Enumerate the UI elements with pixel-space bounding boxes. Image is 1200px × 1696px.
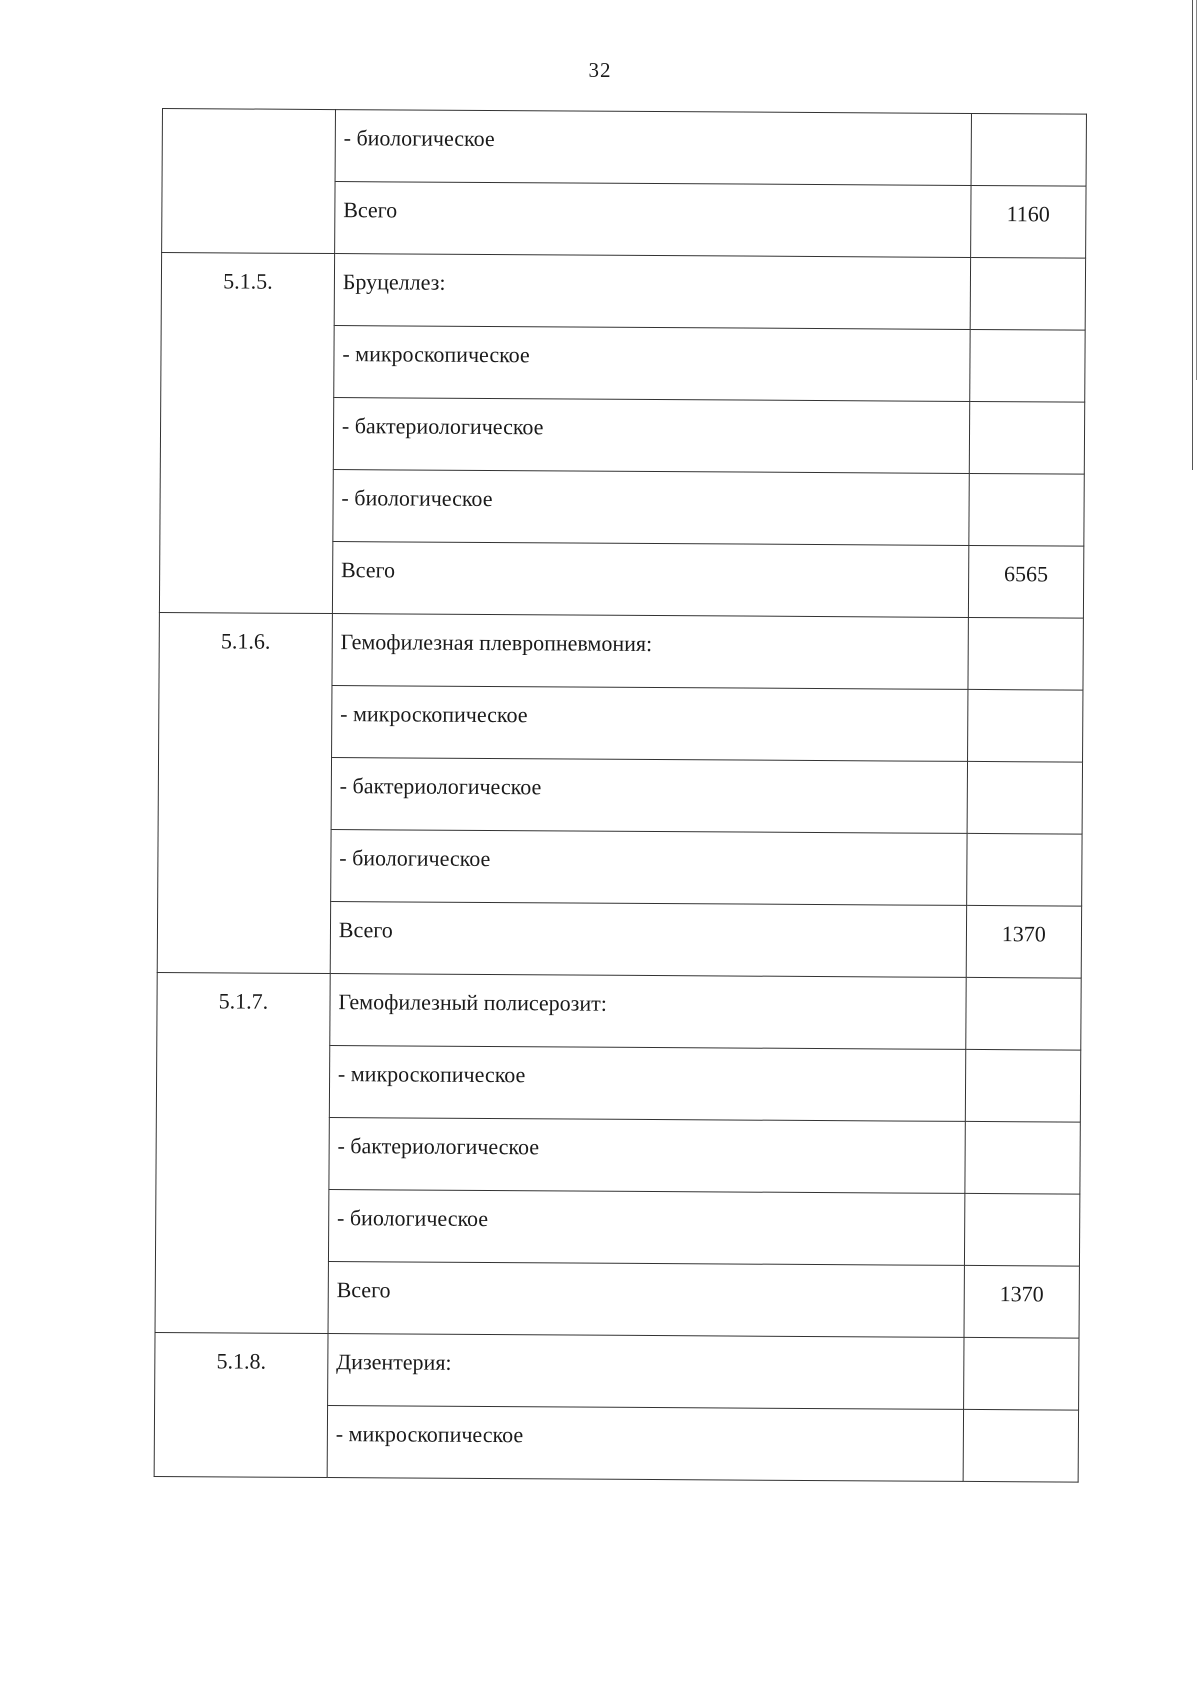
value-cell xyxy=(969,329,1085,402)
item-value xyxy=(966,1050,1080,1066)
name-cell xyxy=(333,470,969,546)
value-cell xyxy=(968,617,1084,690)
section-number xyxy=(163,109,335,125)
name-cell xyxy=(329,1046,965,1122)
name-cell xyxy=(334,326,970,402)
section-number-cell xyxy=(162,109,336,254)
table-container xyxy=(154,108,1087,1483)
total-value: 1160 xyxy=(1006,201,1050,227)
item-name: - микроскопическое xyxy=(337,1061,526,1088)
item-name: - микроскопическое xyxy=(340,701,528,728)
value-cell xyxy=(965,1049,1081,1122)
name-cell xyxy=(331,758,967,834)
item-name: - микроскопическое xyxy=(342,341,530,368)
page-number: 32 xyxy=(588,58,612,82)
item-name: - бактериологическое xyxy=(337,1133,540,1160)
value-cell xyxy=(969,401,1085,474)
item-value xyxy=(965,1122,1079,1138)
value-cell xyxy=(968,545,1084,618)
scan-edge-marks xyxy=(1186,0,1200,480)
value-cell xyxy=(966,833,1082,906)
item-name: - биологическое xyxy=(343,125,495,152)
item-name: - биологическое xyxy=(337,1205,489,1232)
section-title: Дизентерия: xyxy=(336,1349,452,1375)
item-name: Всего xyxy=(336,1277,391,1303)
table-row xyxy=(159,612,1083,690)
name-cell xyxy=(330,902,966,978)
section-title: Гемофилезная плевропневмония: xyxy=(340,629,653,657)
name-cell xyxy=(328,1262,964,1338)
section-number-cell xyxy=(154,1332,328,1477)
item-name: - бактериологическое xyxy=(341,413,544,440)
name-cell xyxy=(329,1118,965,1194)
value-cell xyxy=(970,185,1086,258)
section-number: 5.1.6. xyxy=(220,628,271,654)
name-cell xyxy=(334,182,970,258)
item-name: Всего xyxy=(338,917,393,943)
name-cell xyxy=(328,1190,964,1266)
table-row xyxy=(155,1332,1079,1410)
section-number: 5.1.8. xyxy=(216,1348,267,1374)
research-table xyxy=(154,108,1087,1483)
section-number-cell xyxy=(155,972,330,1333)
name-cell xyxy=(331,686,967,762)
scan-edge-line xyxy=(1192,0,1194,470)
value-cell xyxy=(965,1121,1081,1194)
total-value: 1370 xyxy=(999,1281,1044,1307)
table-row xyxy=(157,972,1081,1050)
item-name: - биологическое xyxy=(341,485,493,512)
value-cell xyxy=(967,689,1083,762)
section-title: Бруцеллез: xyxy=(342,269,446,295)
item-value xyxy=(969,474,1083,490)
name-cell xyxy=(327,1334,963,1410)
scan-edge-line xyxy=(1196,0,1198,380)
item-value xyxy=(970,330,1084,346)
section-number-cell xyxy=(159,253,334,614)
value-cell xyxy=(967,761,1083,834)
total-value: 6565 xyxy=(1003,561,1049,587)
item-value xyxy=(965,1194,1079,1210)
item-name: - бактериологическое xyxy=(339,773,542,800)
value-cell xyxy=(970,257,1086,330)
section-number: 5.1.5. xyxy=(223,268,273,294)
item-value xyxy=(971,258,1085,274)
name-cell xyxy=(327,1406,963,1482)
value-cell xyxy=(965,977,1081,1050)
name-cell xyxy=(334,254,970,330)
name-cell xyxy=(330,974,966,1050)
item-value xyxy=(964,1410,1078,1426)
name-cell xyxy=(332,542,968,618)
item-value xyxy=(969,618,1083,634)
item-name: Всего xyxy=(340,557,396,583)
section-title: Гемофилезный полисерозит: xyxy=(338,989,607,1016)
value-cell xyxy=(969,473,1085,546)
table-row xyxy=(162,109,1086,187)
item-name: Всего xyxy=(343,197,398,223)
table-row xyxy=(161,253,1085,331)
item-value xyxy=(964,1338,1078,1354)
value-cell xyxy=(964,1265,1080,1338)
item-value xyxy=(970,402,1084,418)
value-cell xyxy=(963,1409,1079,1482)
item-value xyxy=(968,762,1082,778)
item-name: - микроскопическое xyxy=(335,1421,524,1448)
item-value xyxy=(967,834,1081,850)
item-name: - биологическое xyxy=(339,845,491,872)
name-cell xyxy=(332,614,968,690)
item-value xyxy=(966,978,1080,994)
section-number-cell xyxy=(157,612,332,973)
value-cell xyxy=(966,905,1082,978)
name-cell xyxy=(331,830,967,906)
total-value: 1370 xyxy=(1001,921,1046,947)
item-value xyxy=(972,114,1086,130)
section-number: 5.1.7. xyxy=(218,988,269,1014)
value-cell xyxy=(964,1193,1080,1266)
name-cell xyxy=(335,110,971,186)
name-cell xyxy=(333,398,969,474)
item-value xyxy=(968,690,1082,706)
value-cell xyxy=(963,1337,1079,1410)
value-cell xyxy=(971,113,1087,186)
